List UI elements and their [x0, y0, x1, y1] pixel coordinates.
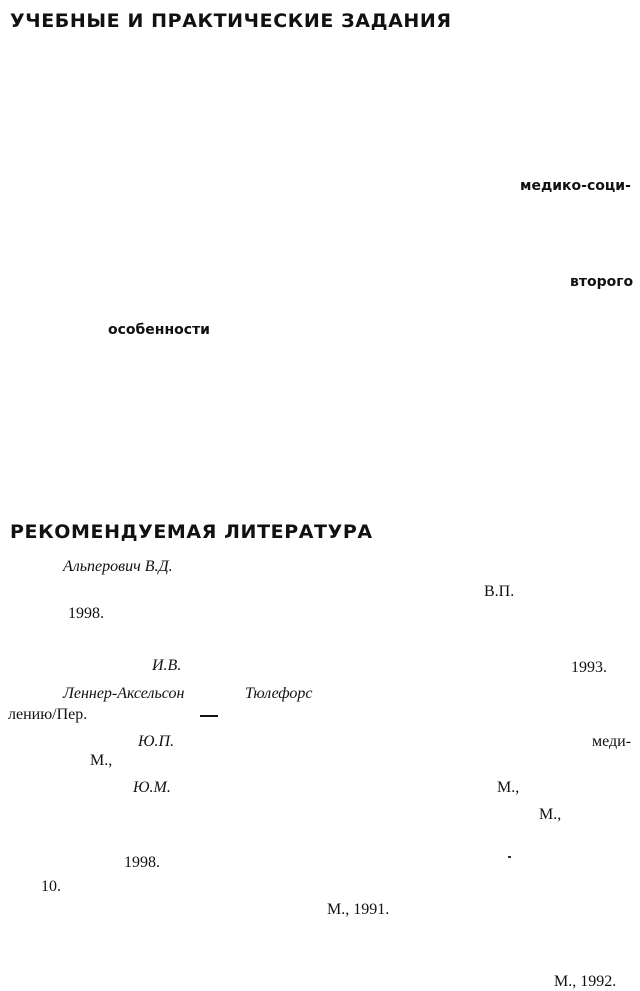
text-fragment: М.,	[497, 779, 520, 796]
text-fragment: 1993.	[571, 659, 607, 676]
author-name: Альперович В.Д.	[63, 558, 173, 575]
text-fragment: медико-соци-	[520, 178, 631, 194]
author-name: И.В.	[152, 657, 182, 674]
text-fragment: М.,	[539, 806, 562, 823]
author-name: Ю.П.	[138, 733, 175, 750]
author-name: Тюлефорс	[245, 685, 313, 702]
text-fragment: 1998.	[124, 854, 160, 871]
text-fragment: лению/Пер.	[8, 706, 88, 723]
text-fragment: М., 1992.	[554, 973, 617, 990]
text-fragment: 1998.	[68, 605, 104, 622]
text-fragment: М., 1991.	[327, 901, 390, 918]
section-heading-literature: РЕКОМЕНДУЕМАЯ ЛИТЕРАТУРА	[10, 521, 373, 543]
text-fragment: В.П.	[484, 583, 515, 600]
text-fragment: 10.	[41, 878, 61, 895]
author-name: Ю.М.	[133, 779, 171, 796]
text-fragment: меди-	[592, 733, 632, 750]
author-name: Леннер-Аксельсон	[63, 685, 185, 702]
text-fragment: М.,	[90, 752, 113, 769]
em-dash	[200, 715, 218, 717]
print-speck	[508, 856, 511, 858]
text-fragment: особенности	[108, 322, 210, 338]
text-fragment: второго	[570, 274, 634, 290]
section-heading-tasks: УЧЕБНЫЕ И ПРАКТИЧЕСКИЕ ЗАДАНИЯ	[10, 10, 452, 32]
